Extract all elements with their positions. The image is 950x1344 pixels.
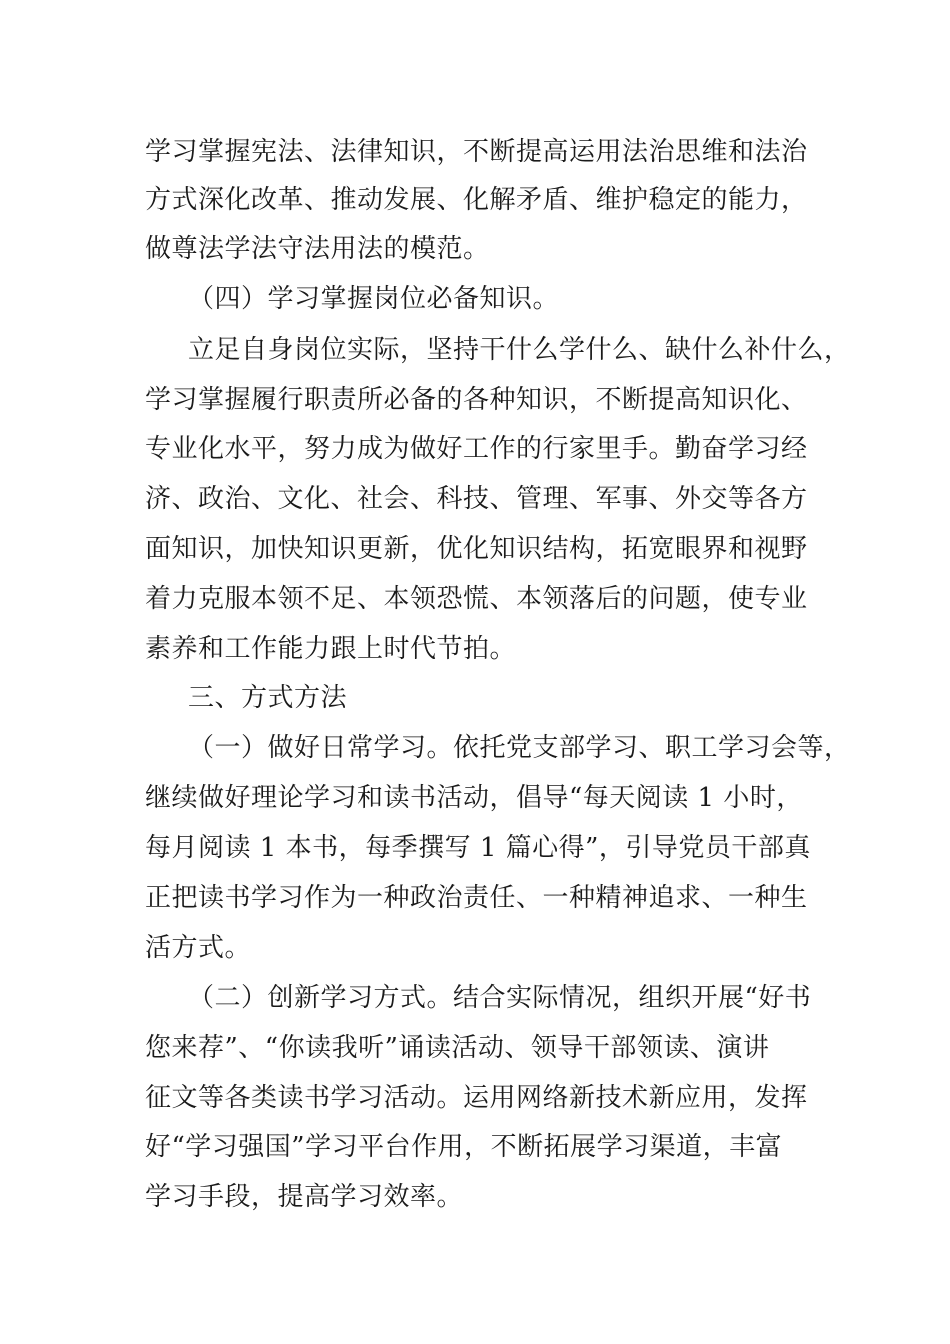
text-line: 方式深化改革、推动发展、化解矛盾、维护稳定的能力， [145, 185, 808, 215]
section-heading: 三、方式方法 [188, 683, 348, 713]
text-line: 您来荐”、“你读我听”诵读活动、领导干部领读、演讲 [145, 1033, 770, 1063]
text-line: 活方式。 [145, 933, 252, 963]
text-line: 学习手段，提高学习效率。 [145, 1182, 464, 1212]
text-line: 素养和工作能力跟上时代节拍。 [145, 634, 517, 664]
text-line: 立足自身岗位实际，坚持干什么学什么、缺什么补什么， [188, 335, 851, 365]
text-line: 继续做好理论学习和读书活动，倡导“每天阅读 1 小时， [145, 783, 803, 813]
text-line: 学习掌握宪法、法律知识，不断提高运用法治思维和法治 [145, 137, 808, 167]
text-line: 正把读书学习作为一种政治责任、一种精神追求、一种生 [145, 883, 808, 913]
text-line: （二）创新学习方式。结合实际情况，组织开展“好书 [188, 983, 812, 1013]
text-line: 好“学习强国”学习平台作用，不断拓展学习渠道，丰富 [145, 1132, 783, 1162]
text-line: 征文等各类读书学习活动。运用网络新技术新应用，发挥 [145, 1083, 808, 1113]
text-line: 学习掌握履行职责所必备的各种知识，不断提高知识化、 [145, 385, 808, 415]
section-heading: （四）学习掌握岗位必备知识。 [188, 284, 560, 314]
text-line: 济、政治、文化、社会、科技、管理、军事、外交等各方 [145, 484, 808, 514]
text-line: （一）做好日常学习。依托党支部学习、职工学习会等， [188, 733, 851, 763]
text-line: 专业化水平，努力成为做好工作的行家里手。勤奋学习经 [145, 434, 808, 464]
text-line: 每月阅读 1 本书，每季撰写 1 篇心得”，引导党员干部真 [145, 833, 811, 863]
text-line: 面知识，加快知识更新，优化知识结构，拓宽眼界和视野 [145, 534, 808, 564]
text-line: 着力克服本领不足、本领恐慌、本领落后的问题，使专业 [145, 584, 808, 614]
text-line: 做尊法学法守法用法的模范。 [145, 234, 490, 264]
